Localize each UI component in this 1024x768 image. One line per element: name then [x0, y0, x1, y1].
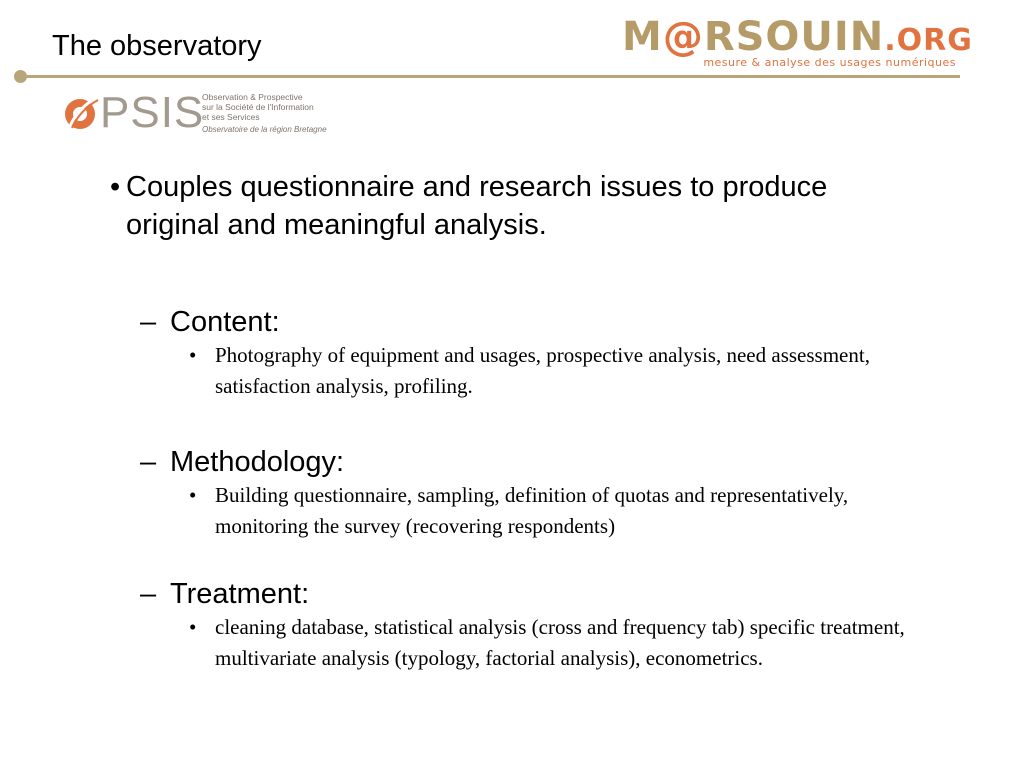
marsouin-tagline: mesure & analyse des usages numériques	[703, 56, 956, 69]
dash-marker: –	[140, 446, 157, 478]
slide-title: The observatory	[52, 30, 262, 62]
opsis-subtitle-line: sur la Société de l'Information	[202, 102, 314, 112]
section-heading	[140, 444, 960, 480]
marsouin-at-sign: @	[662, 14, 704, 60]
section-heading	[140, 576, 960, 612]
bullet-marker: •	[110, 171, 121, 203]
main-bullet	[90, 168, 890, 244]
marsouin-logo	[622, 14, 973, 74]
section-content	[140, 304, 960, 402]
section-heading-text: Methodology:	[170, 446, 345, 478]
opsis-logo	[62, 88, 342, 138]
sub-bullet-text: Photography of equipment and usages, prospective analysis, need assessment, satisfaction analysis, profiling.	[215, 343, 870, 398]
section-heading	[140, 304, 960, 340]
section-heading-text: Content:	[170, 306, 280, 338]
opsis-region-label: Observatoire de la région Bretagne	[202, 125, 327, 134]
bullet-marker: •	[189, 483, 197, 507]
opsis-subtitle	[202, 92, 314, 122]
dash-marker: –	[140, 306, 157, 338]
marsouin-org: .ORG	[884, 23, 973, 58]
opsis-wordmark: PSIS	[100, 88, 205, 137]
opsis-subtitle-line: et ses Services	[202, 112, 260, 122]
opsis-o-mark-icon	[62, 92, 102, 132]
bullet-marker: •	[189, 343, 197, 367]
sub-bullet-text: cleaning database, statistical analysis (cross and frequency tab) specific treatment, multivariate analysis (typology, factorial analysis), econometrics.	[215, 615, 905, 670]
opsis-subtitle-line: Observation & Prospective	[202, 92, 303, 102]
sub-bullet-text: Building questionnaire, sampling, definition of quotas and representatively, monitoring the survey (recovering respondents)	[215, 483, 849, 538]
sub-bullet	[189, 480, 940, 542]
section-heading-text: Treatment:	[170, 578, 310, 610]
dash-marker: –	[140, 578, 157, 610]
bullet-marker: •	[189, 615, 197, 639]
marsouin-word-post: RSOUIN	[703, 14, 885, 60]
main-bullet-text: Couples questionnaire and research issues to produce original and meaningful analysis.	[126, 171, 828, 241]
section-treatment	[140, 576, 960, 674]
header-rule	[20, 75, 960, 78]
sub-bullet	[189, 612, 940, 674]
marsouin-word-pre: M	[622, 14, 663, 60]
sub-bullet	[189, 340, 940, 402]
section-methodology	[140, 444, 960, 542]
